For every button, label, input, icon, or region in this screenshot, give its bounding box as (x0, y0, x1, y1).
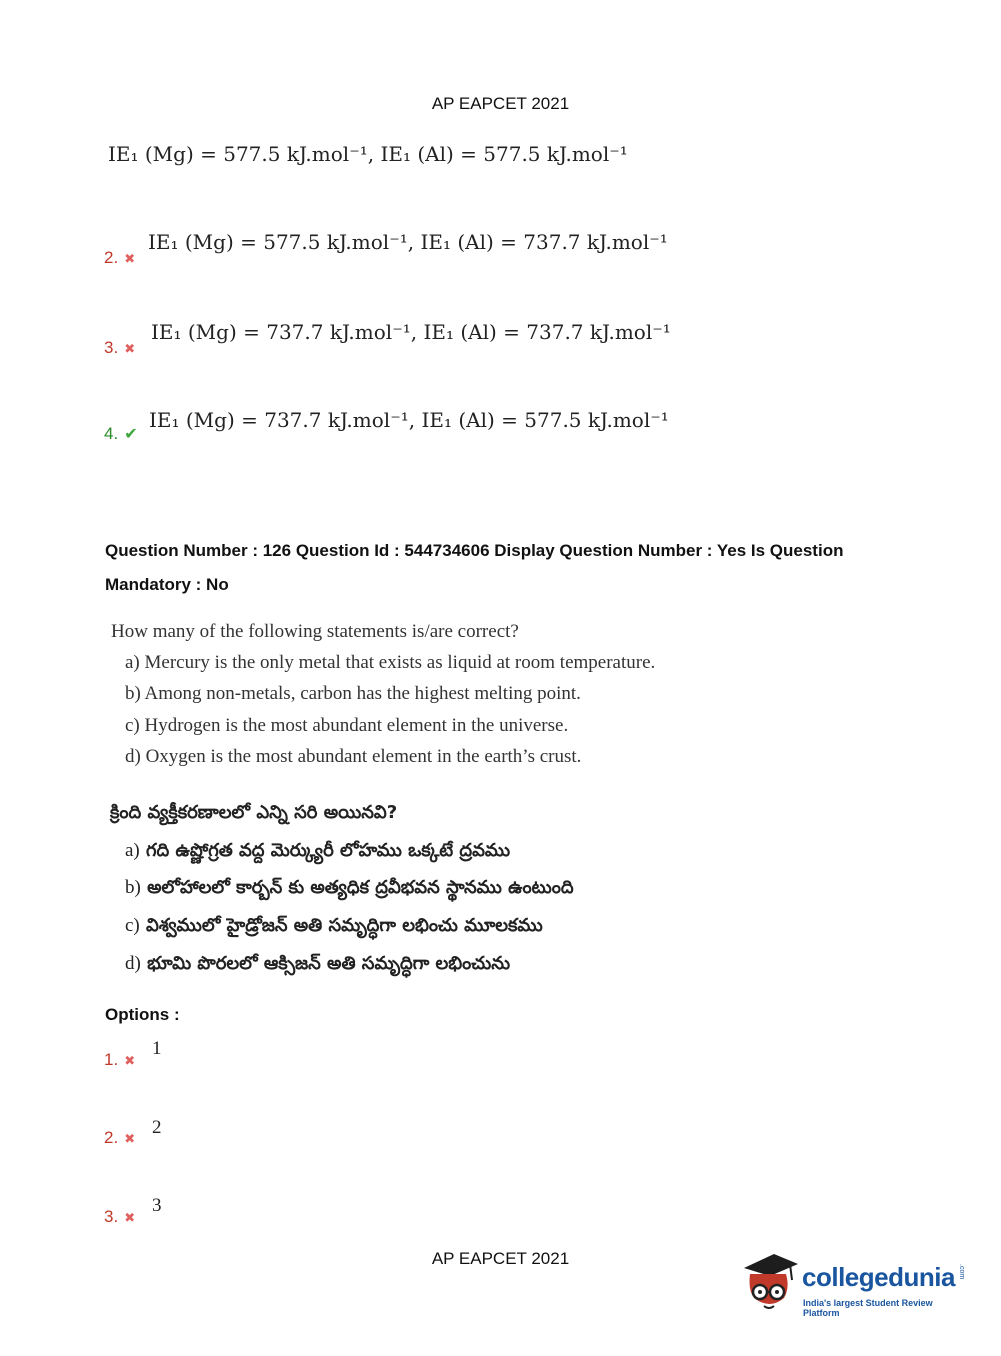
question-stem-telugu: క్రింది వ్యక్తీకరణాలలో ఎన్ని సరి అయినవి? (110, 802, 398, 823)
statement-label: a) (125, 840, 140, 861)
statement-d-telugu (125, 953, 510, 978)
statement-b-english: b) Among non-metals, carbon has the highest melting point. (125, 683, 581, 704)
logo-suffix: .com (958, 1264, 965, 1280)
option-number: 2. (104, 1128, 119, 1147)
statement-text: అలోహాలలో కార్బన్ కు అత్యధిక ద్రవీభవన స్థానము ఉంటుంది (147, 877, 574, 898)
collegedunia-logo (740, 1248, 970, 1318)
statement-b-telugu (125, 877, 574, 902)
statement-a-english: a) Mercury is the only metal that exists as liquid at room temperature. (125, 652, 656, 673)
page-header: AP EAPCET 2021 (431, 94, 570, 113)
prev-option-2-number (104, 248, 135, 268)
page-footer: AP EAPCET 2021 (431, 1249, 570, 1268)
logo-name: collegedunia (802, 1262, 955, 1292)
statement-text: భూమి పొరలలో ఆక్సిజన్ అతి సమృద్ధిగా లభించును (147, 953, 511, 974)
option-number: 1. (104, 1050, 119, 1069)
statement-label: d) (125, 953, 141, 974)
prev-option-4-number (104, 424, 138, 444)
question-meta-line1: Question Number : 126 Question Id : 544734606 Display Question Number : Yes Is Question (105, 541, 844, 560)
option-number: 2. (104, 248, 119, 267)
option-1-value: 1 (152, 1038, 162, 1059)
wrong-mark-icon: ✖ (124, 1131, 136, 1146)
logo-tagline: India's largest Student Review Platform (803, 1298, 933, 1318)
prev-option-3-number (104, 338, 135, 358)
question-meta-line2: Mandatory : No (105, 575, 229, 594)
option-number: 3. (104, 338, 119, 357)
question-stem-english: How many of the following statements is/are correct? (111, 621, 519, 642)
option-1-number (104, 1050, 135, 1070)
option-3-value: 3 (152, 1195, 162, 1216)
prev-option-4-text: IE₁ (Mg) = 737.7 kJ.mol⁻¹, IE₁ (Al) = 577.5 kJ.mol⁻¹ (149, 408, 669, 432)
option-number: 4. (104, 424, 119, 443)
options-label: Options : (105, 1005, 180, 1024)
statement-a-telugu (125, 840, 510, 865)
option-3-number (104, 1207, 135, 1227)
option-number: 3. (104, 1207, 119, 1226)
prev-option-2-text: IE₁ (Mg) = 577.5 kJ.mol⁻¹, IE₁ (Al) = 737.7 kJ.mol⁻¹ (148, 230, 668, 254)
mascot-icon (740, 1250, 800, 1314)
statement-label: c) (125, 915, 140, 936)
statement-text: గది ఉష్ణోగ్రత వద్ద మెర్క్యురీ లోహము ఒక్కటే ద్రవము (146, 840, 511, 861)
option-2-number (104, 1128, 135, 1148)
statement-c-telugu (125, 915, 543, 940)
prev-option-1-text: IE₁ (Mg) = 577.5 kJ.mol⁻¹, IE₁ (Al) = 577.5 kJ.mol⁻¹ (108, 142, 628, 166)
wrong-mark-icon: ✖ (124, 1210, 136, 1225)
statement-d-english: d) Oxygen is the most abundant element in the earth’s crust. (125, 746, 582, 767)
option-2-value: 2 (152, 1117, 162, 1138)
statement-label: b) (125, 877, 141, 898)
statement-c-english: c) Hydrogen is the most abundant element in the universe. (125, 715, 569, 736)
wrong-mark-icon: ✖ (124, 251, 136, 266)
wrong-mark-icon: ✖ (124, 341, 136, 356)
statement-text: విశ్వములో హైడ్రోజన్ అతి సమృద్ధిగా లభించు మూలకము (146, 915, 543, 936)
correct-check-icon: ✔ (124, 426, 138, 443)
wrong-mark-icon: ✖ (124, 1053, 136, 1068)
prev-option-3-text: IE₁ (Mg) = 737.7 kJ.mol⁻¹, IE₁ (Al) = 737.7 kJ.mol⁻¹ (151, 320, 671, 344)
